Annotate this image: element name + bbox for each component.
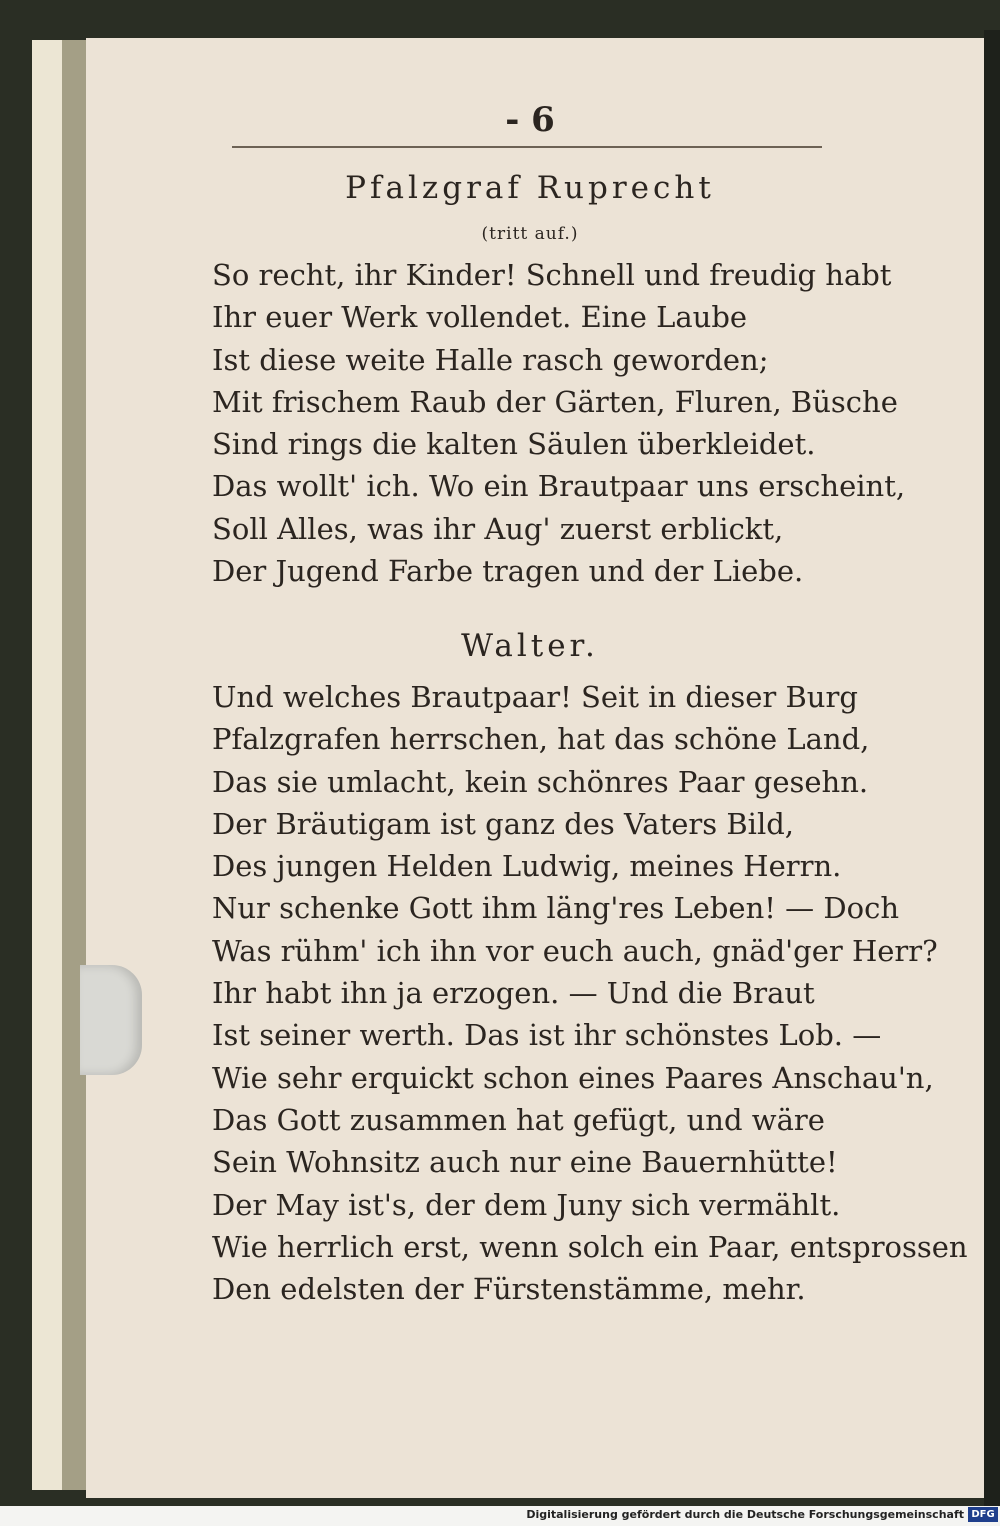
- verse-line: Mit frischem Raub der Gärten, Fluren, Büsche: [212, 384, 898, 419]
- verse-line: Das Gott zusammen hat gefügt, und wäre: [212, 1102, 825, 1137]
- page-number: - 6: [505, 100, 555, 140]
- verse-line: Pfalzgrafen herrschen, hat das schöne Land,: [212, 722, 870, 757]
- verse-line: Was rühm' ich ihn vor euch auch, gnäd'ger Herr?: [212, 933, 938, 968]
- verse-line: Der Jugend Farbe tragen und der Liebe.: [212, 554, 804, 589]
- verse-line: Sein Wohnsitz auch nur eine Bauernhütte!: [212, 1145, 838, 1180]
- verse-line: Den edelsten der Fürstenstämme, mehr.: [212, 1272, 806, 1307]
- header-rule: [232, 146, 822, 148]
- verse-line: Ihr habt ihn ja erzogen. — Und die Braut: [212, 976, 815, 1011]
- speaker-name: Walter.: [461, 628, 599, 664]
- verse-line: Soll Alles, was ihr Aug' zuerst erblickt,: [212, 511, 784, 546]
- dfg-logo: DFG: [968, 1507, 998, 1522]
- right-shadow: [984, 30, 1000, 1506]
- verse-line: Nur schenke Gott ihm läng'res Leben! — Doch: [212, 891, 899, 926]
- stage-direction: (tritt auf.): [481, 224, 579, 244]
- verse-line: Des jungen Helden Ludwig, meines Herrn.: [212, 849, 842, 884]
- page-clip: [80, 965, 142, 1075]
- verse-line: Ist diese weite Halle rasch geworden;: [212, 342, 769, 377]
- verse-line: Das sie umlacht, kein schönres Paar gesehn.: [212, 764, 869, 799]
- verse-line: So recht, ihr Kinder! Schnell und freudig habt: [212, 258, 892, 292]
- left-page-edge: [32, 40, 62, 1490]
- footer-credit: Digitalisierung gefördert durch die Deutsche Forschungsgemeinschaft: [526, 1508, 964, 1521]
- speaker-name: Pfalzgraf Ruprecht: [345, 170, 715, 206]
- verse-line: Wie sehr erquickt schon eines Paares Anschau'n,: [212, 1060, 934, 1095]
- footer-bar: [0, 1506, 1000, 1526]
- verse-line: Der May ist's, der dem Juny sich vermählt.: [212, 1187, 841, 1222]
- verse-block: [212, 254, 912, 592]
- binding-strip: [62, 40, 88, 1490]
- verse-line: Sind rings die kalten Säulen überkleidet.: [212, 427, 816, 462]
- verse-block: [212, 676, 968, 1310]
- verse-line: Ist seiner werth. Das ist ihr schönstes Lob. —: [212, 1018, 882, 1053]
- verse-line: Ihr euer Werk vollendet. Eine Laube: [212, 300, 748, 335]
- verse-line: Das wollt' ich. Wo ein Brautpaar uns erscheint,: [212, 469, 906, 504]
- verse-line: Und welches Brautpaar! Seit in dieser Burg: [212, 680, 858, 714]
- verse-line: Der Bräutigam ist ganz des Vaters Bild,: [212, 806, 795, 841]
- verse-line: Wie herrlich erst, wenn solch ein Paar, entsprossen: [212, 1229, 968, 1264]
